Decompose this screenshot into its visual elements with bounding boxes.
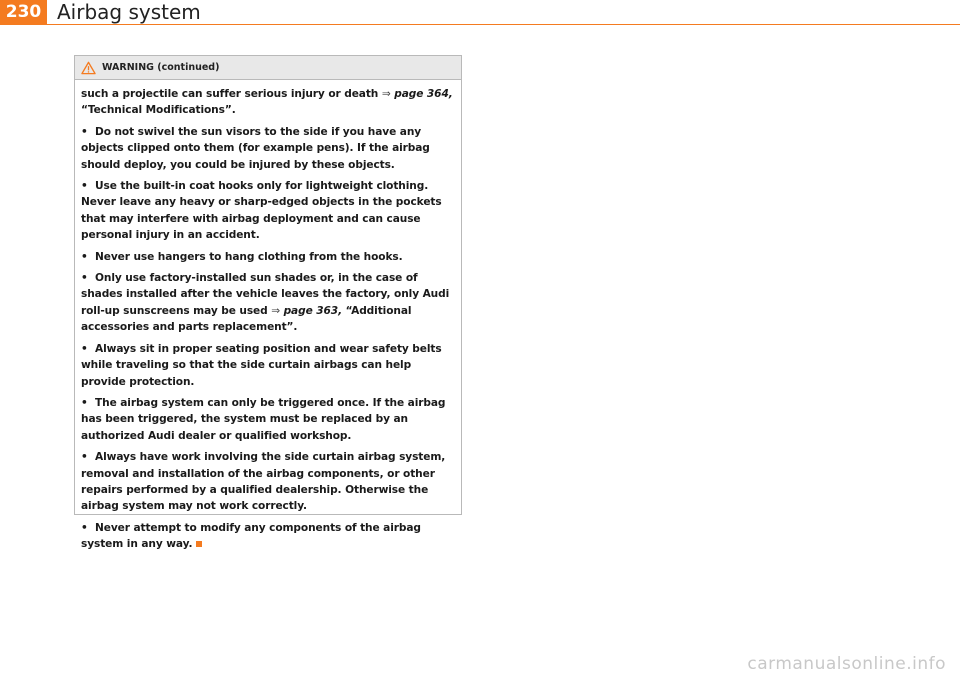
warning-bullet — [81, 249, 457, 265]
warning-bullet — [81, 124, 457, 173]
bullet-dot-icon: • — [81, 125, 88, 138]
bullet-text: The airbag system can only be triggered once. If the airbag has been triggered, the system must be replaced by an authorized Audi dealer or qualified workshop. — [81, 396, 446, 442]
warning-bullet — [81, 178, 457, 244]
section-title: Airbag system — [57, 0, 201, 24]
bullet-text: Never use hangers to hang clothing from the hooks. — [95, 250, 403, 263]
cross-ref-arrow-icon: ⇒ — [271, 304, 280, 317]
warning-intro — [81, 86, 457, 119]
warning-triangle-icon — [81, 61, 96, 75]
bullet-dot-icon: • — [81, 451, 88, 464]
bullet-text: Always sit in proper seating position and wear safety belts while traveling so that the side curtain airbags can help provide protection. — [81, 342, 442, 388]
warning-bullet — [81, 395, 457, 444]
bullet-text: Use the built-in coat hooks only for lightweight clothing. Never leave any heavy or sharp-edged objects in the pockets that may interfere with airbag deployment and can cause personal injury in an accident. — [81, 180, 442, 242]
header-rule — [47, 24, 960, 25]
page-header — [0, 0, 960, 30]
bullet-text: Never attempt to modify any components of the airbag system in any way. — [81, 521, 421, 551]
warning-bullet — [81, 270, 457, 336]
bullet-text: Always have work involving the side curtain airbag system, removal and installation of the airbag components, or other repairs performed by a qualified dealership. Otherwise the airbag system may not work correctly. — [81, 451, 446, 513]
warning-bullet — [81, 520, 457, 553]
bullet-dot-icon: • — [81, 250, 88, 263]
bullet-dot-icon: • — [81, 521, 88, 534]
warning-header — [75, 56, 461, 80]
end-of-section-icon — [196, 541, 202, 547]
bullet-dot-icon: • — [81, 396, 88, 409]
page-ref-363[interactable]: page 363, — [283, 304, 343, 317]
bullet-dot-icon: • — [81, 342, 88, 355]
bullet-dot-icon: • — [81, 272, 88, 285]
intro-ref-title: “Technical Modifications”. — [81, 104, 236, 117]
bullet-text: Only use factory-installed sun shades or, in the case of shades installed after the vehicle leaves the factory, only Audi roll-up sunscreens may be used — [81, 272, 450, 317]
watermark: carmanualsonline.info — [747, 654, 946, 674]
warning-bullet — [81, 341, 457, 390]
page-ref-364[interactable]: page 364, — [394, 88, 453, 100]
warning-label: WARNING (continued) — [102, 62, 220, 73]
intro-text: such a projectile can suffer serious injury or death — [81, 88, 379, 100]
warning-box — [74, 55, 462, 551]
bullet-ref-title: “Additional accessories and parts replacement”. — [81, 304, 412, 334]
warning-body — [75, 80, 461, 553]
warning-bullet — [81, 449, 457, 515]
cross-ref-arrow-icon: ⇒ — [381, 88, 391, 100]
page-number-badge: 230 — [0, 0, 47, 25]
bullet-text: Do not swivel the sun visors to the side if you have any objects clipped onto them (for example pens). If the airbag should deploy, you could be injured by these objects. — [81, 125, 430, 171]
bullet-dot-icon: • — [81, 180, 88, 193]
